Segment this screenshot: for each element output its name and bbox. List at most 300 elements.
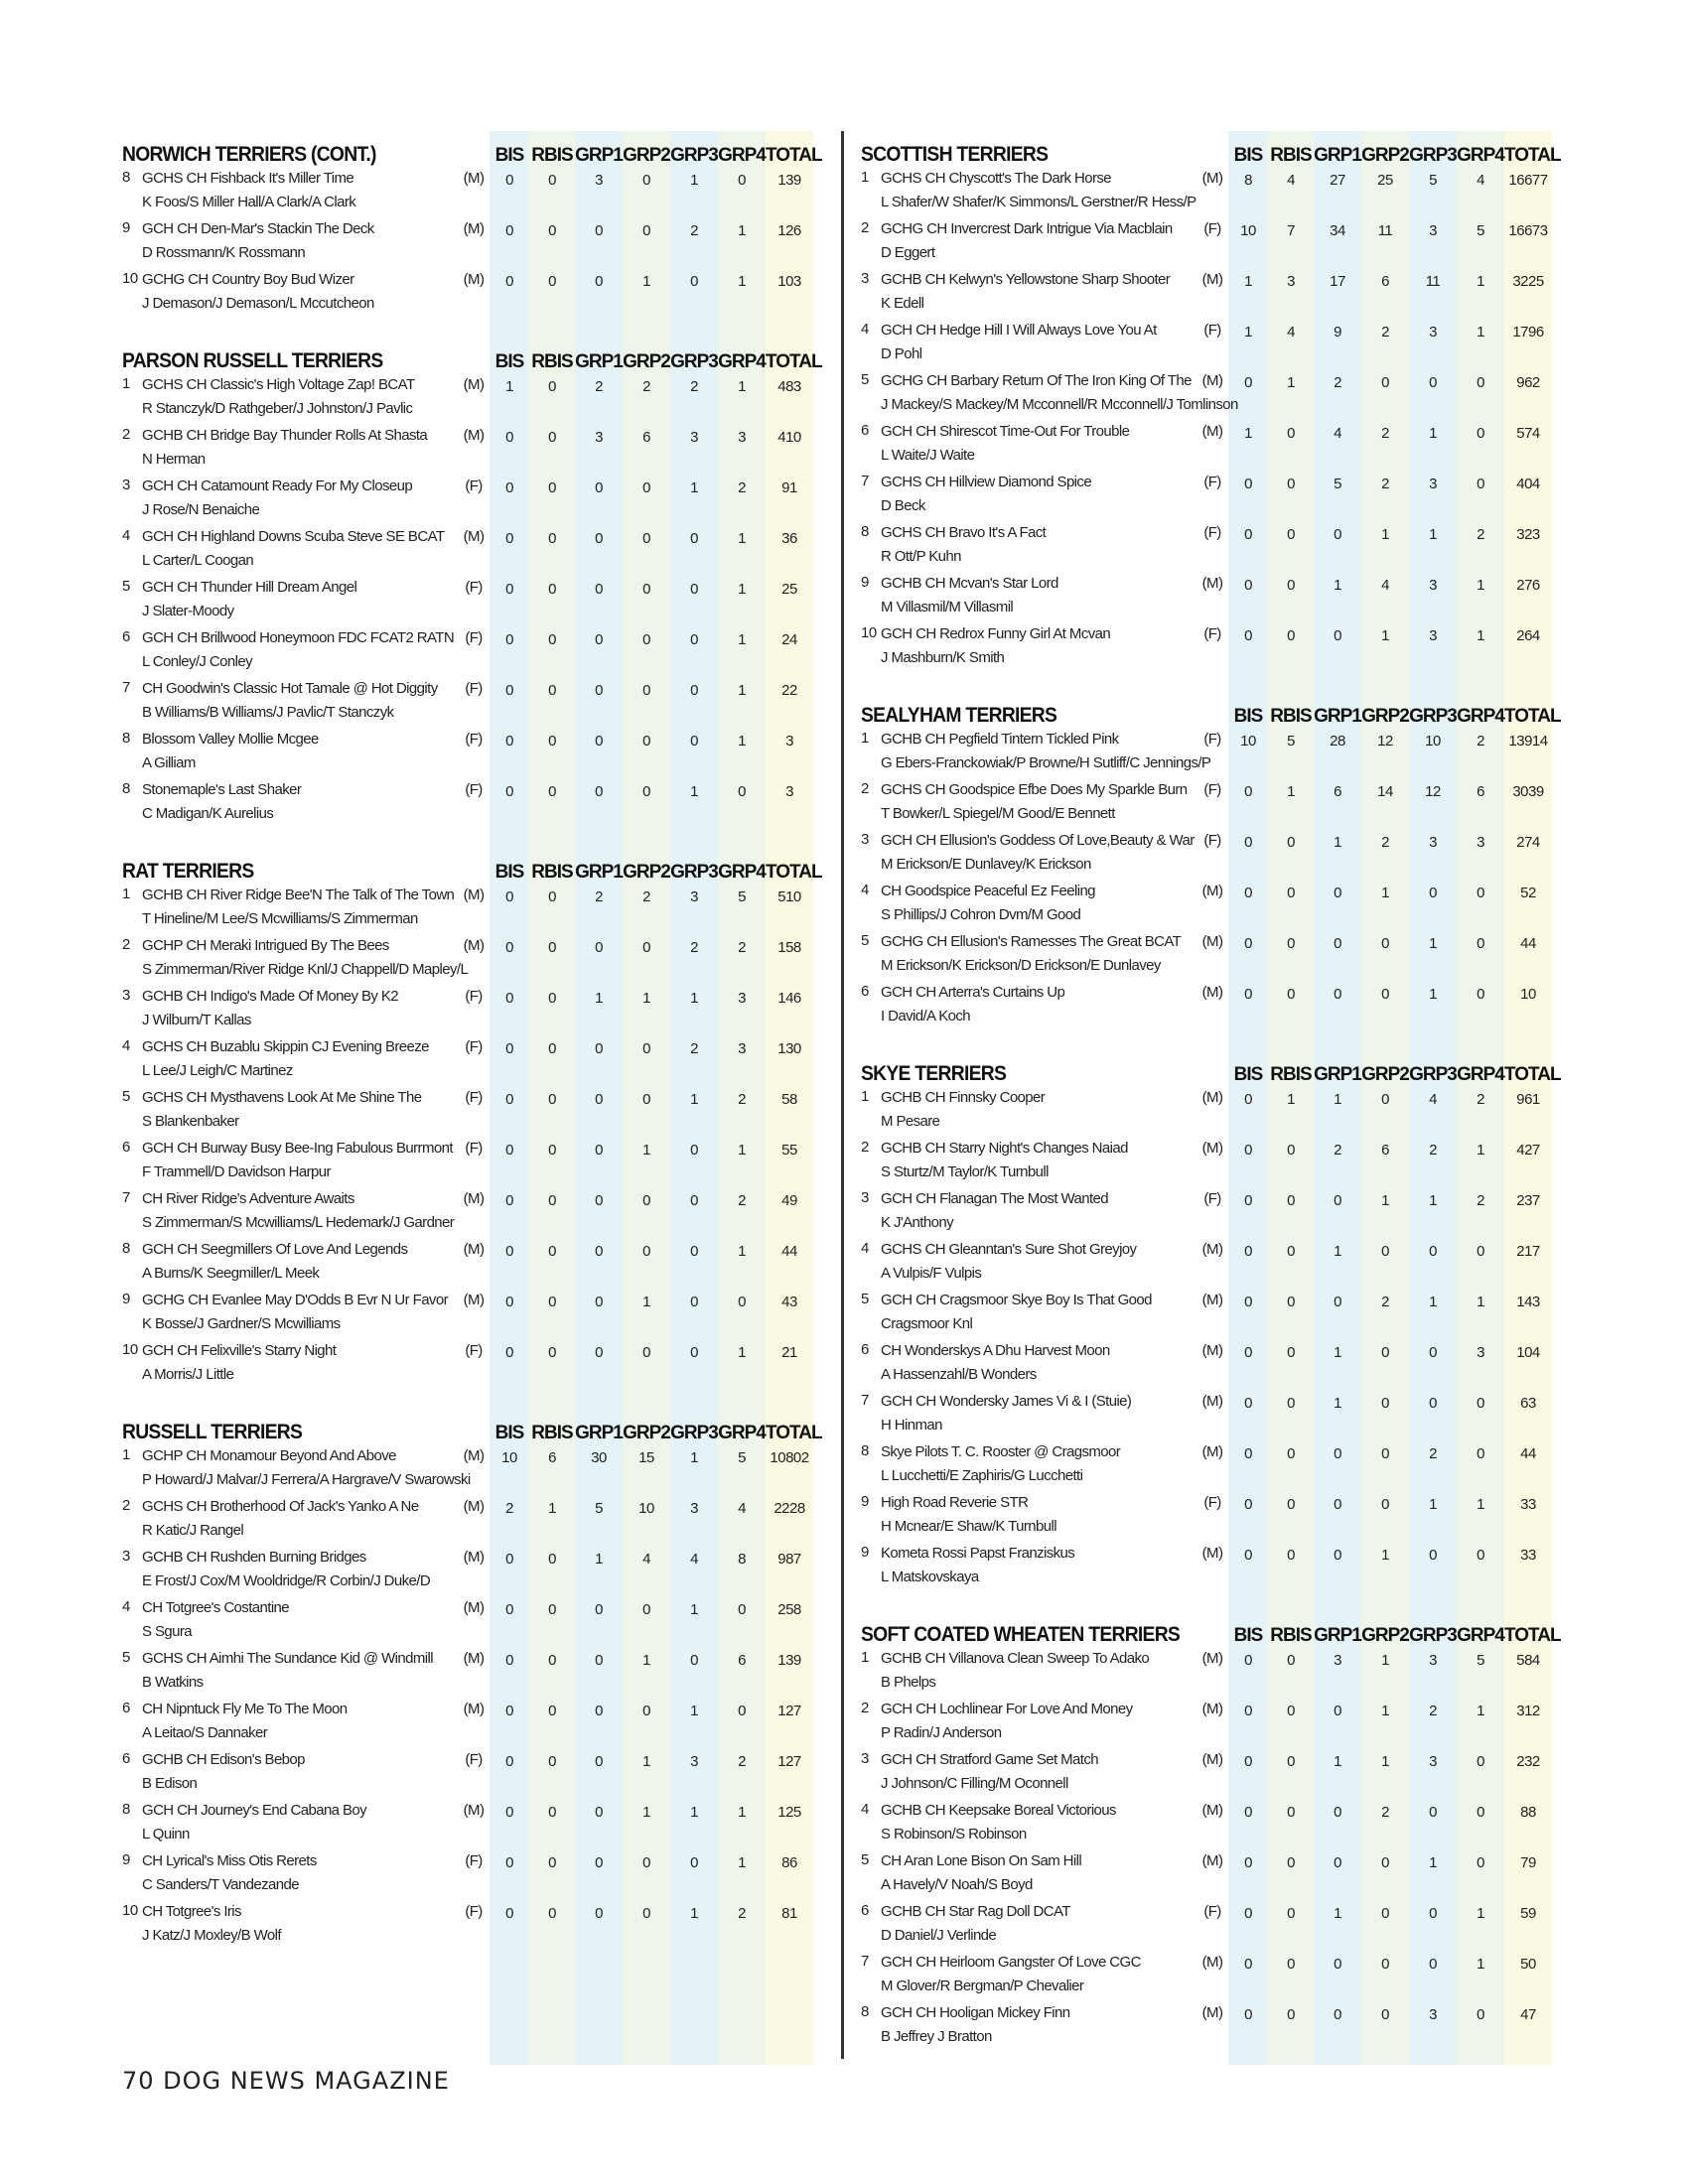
stat-grp1: 0 [595,222,603,239]
stat-total: 13914 [1508,733,1548,750]
stat-bis: 0 [1244,783,1252,800]
header-grp1: GRP1 [575,145,623,166]
stat-grp3: 0 [690,631,698,648]
table-row [122,576,813,626]
table-row [861,217,1552,268]
sex: (M) [463,1498,485,1515]
stat-grp4: 3 [738,429,746,446]
stat-grp4: 2 [738,1091,746,1108]
rank: 2 [122,1497,130,1514]
rank: 6 [861,983,869,1000]
stat-bis: 0 [505,1243,513,1260]
stat-total: 574 [1516,425,1540,442]
stat-grp1: 0 [1334,986,1341,1003]
dog-name: GCH CH Wondersky James Vi & I (Stuie) [881,1393,1132,1410]
stat-grp1: 0 [1334,885,1341,901]
stat-grp3: 0 [690,273,698,290]
stat-total: 52 [1520,885,1536,901]
rank: 1 [861,1088,869,1105]
stat-grp1: 0 [595,733,603,750]
stat-total: 276 [1516,577,1540,594]
stat-grp3: 0 [1429,1905,1437,1922]
stat-rbis: 0 [1287,1703,1295,1719]
header-grp3: GRP3 [670,145,718,166]
stat-grp2: 6 [1381,273,1389,290]
stat-grp4: 2 [738,1192,746,1209]
rank: 10 [122,270,138,287]
stat-total: 1796 [1512,324,1544,341]
stat-bis: 0 [505,1601,513,1618]
rank: 2 [122,936,130,953]
dog-name: GCH CH Hedge Hill I Will Always Love You At [881,322,1157,339]
header-grp4: GRP4 [1457,706,1504,727]
table-row [122,1339,813,1390]
stat-rbis: 0 [1287,1854,1295,1871]
owners: P Howard/J Malvar/J Ferrera/A Hargrave/V Swarowski [142,1471,471,1488]
stat-bis: 1 [1244,425,1252,442]
table-row [861,622,1552,673]
stat-grp1: 0 [595,1344,603,1361]
dog-name: CH Wonderskys A Dhu Harvest Moon [881,1342,1110,1359]
stat-grp3: 0 [690,1142,698,1159]
sex: (M) [1201,1701,1223,1717]
owners: J Mashburn/K Smith [881,649,1005,666]
rank: 3 [861,831,869,848]
stat-grp1: 0 [1334,1956,1341,1973]
stat-rbis: 0 [548,783,556,800]
table-row [861,1951,1552,2001]
dog-name: GCH CH Heirloom Gangster Of Love CGC [881,1954,1141,1971]
stat-total: 483 [777,378,801,395]
dog-name: GCHG CH Country Boy Bud Wizer [142,271,354,288]
table-row [861,268,1552,319]
stat-rbis: 0 [1287,1243,1295,1260]
owners: S Blankenbaker [142,1113,239,1130]
stat-rbis: 0 [1287,1192,1295,1209]
header-rbis: RBIS [1270,706,1312,727]
owners: L Matskovskaya [881,1569,979,1585]
stat-grp1: 1 [1334,1753,1341,1770]
rank: 5 [861,371,869,388]
stat-grp2: 2 [1381,1804,1389,1821]
stat-grp3: 0 [690,733,698,750]
sex: (M) [463,1802,485,1819]
header-grp1: GRP1 [1314,1064,1361,1085]
stat-total: 3225 [1512,273,1544,290]
stat-bis: 0 [505,682,513,699]
table-row [122,268,813,319]
table-row [122,1495,813,1546]
header-total: TOTAL [1504,1625,1561,1646]
stat-total: 81 [781,1905,797,1922]
sex: (F) [465,731,483,748]
rank: 2 [861,219,869,236]
header-bis: BIS [494,351,524,372]
stat-grp3: 3 [1429,834,1437,851]
stat-grp1: 0 [595,1091,603,1108]
stat-total: 16677 [1508,172,1548,189]
sex: (F) [1203,322,1221,339]
stat-rbis: 0 [548,990,556,1007]
stat-bis: 0 [505,783,513,800]
stat-bis: 0 [1244,526,1252,543]
stat-bis: 0 [1244,1192,1252,1209]
stat-grp4: 0 [1477,986,1484,1003]
dog-name: GCH CH Ellusion's Goddess Of Love,Beauty & War [881,832,1195,849]
stat-grp2: 12 [1377,733,1393,750]
table-row [861,369,1552,420]
stat-grp4: 1 [1477,1956,1484,1973]
sex: (M) [1201,1751,1223,1768]
sex: (M) [463,1190,485,1207]
stat-bis: 0 [505,1804,513,1821]
dog-name: CH Lyrical's Miss Otis Rerets [142,1852,317,1869]
table-row [122,1238,813,1289]
owners: C Madigan/K Aurelius [142,805,274,822]
stat-grp4: 0 [1477,885,1484,901]
table-row [861,521,1552,572]
rank: 2 [122,426,130,443]
stat-bis: 0 [505,172,513,189]
table-row [122,728,813,778]
table-row [122,934,813,985]
stat-rbis: 0 [548,1854,556,1871]
stat-grp2: 2 [1381,476,1389,492]
rank: 9 [861,1544,869,1561]
header-grp4: GRP4 [1457,1064,1504,1085]
stat-grp4: 0 [738,1294,746,1310]
owners: M Villasmil/M Villasmil [881,599,1014,615]
dog-name: GCHS CH Buzablu Skippin CJ Evening Breeze [142,1038,429,1055]
stat-grp2: 1 [1381,885,1389,901]
owners: L Lucchetti/E Zaphiris/G Lucchetti [881,1467,1083,1484]
stat-grp3: 0 [690,1192,698,1209]
table-row [861,1137,1552,1187]
stat-grp1: 0 [595,530,603,547]
stat-grp2: 1 [1381,1703,1389,1719]
owners: J Wilburn/T Kallas [142,1012,251,1028]
stat-total: 961 [1516,1091,1540,1108]
stat-total: 44 [1520,1445,1536,1462]
stat-bis: 0 [505,1142,513,1159]
stat-grp4: 2 [1477,526,1484,543]
owners: R Ott/P Kuhn [881,548,961,565]
stat-total: 127 [777,1753,801,1770]
stat-grp1: 2 [1334,374,1341,391]
table-row [861,930,1552,981]
sex: (F) [465,680,483,697]
stat-bis: 0 [505,273,513,290]
owners: D Rossmann/K Rossmann [142,244,306,261]
header-bis: BIS [494,145,524,166]
section-header [861,135,1561,167]
stat-grp2: 2 [1381,1294,1389,1310]
table-row [861,2001,1552,2052]
stat-bis: 0 [505,530,513,547]
stat-bis: 0 [505,631,513,648]
stat-grp3: 0 [690,1652,698,1669]
sex: (M) [1201,883,1223,899]
sex: (F) [465,1903,483,1920]
sex: (M) [463,220,485,237]
sex: (M) [463,1599,485,1616]
stat-rbis: 0 [548,1344,556,1361]
owners: L Quinn [142,1826,190,1843]
dog-name: GCH CH Felixville's Starry Night [142,1342,337,1359]
table-row [861,1238,1552,1289]
stat-grp2: 0 [1381,374,1389,391]
stat-grp1: 0 [595,1804,603,1821]
stat-bis: 1 [1244,324,1252,341]
stat-bis: 0 [1244,1652,1252,1669]
stat-grp4: 3 [1477,1344,1484,1361]
header-grp2: GRP2 [623,145,670,166]
owners: Cragsmoor Knl [881,1315,973,1332]
stat-grp4: 1 [738,222,746,239]
stat-total: 126 [777,222,801,239]
rank: 2 [861,1139,869,1156]
stat-bis: 0 [505,479,513,496]
stat-grp3: 2 [690,222,698,239]
stat-grp2: 0 [642,1192,650,1209]
stat-grp3: 0 [690,1294,698,1310]
stat-grp2: 0 [1381,1243,1389,1260]
stat-grp3: 3 [1429,476,1437,492]
stat-grp2: 2 [642,888,650,905]
breed-section [122,135,822,319]
stat-grp3: 0 [690,1854,698,1871]
sex: (M) [463,271,485,288]
rank: 3 [861,1189,869,1206]
stat-grp3: 0 [1429,1547,1437,1564]
table-row [861,1491,1552,1542]
owners: K Bosse/J Gardner/S Mcwilliams [142,1315,341,1332]
rank: 10 [122,1341,138,1358]
stat-rbis: 0 [1287,1294,1295,1310]
stat-grp1: 0 [595,1142,603,1159]
stat-grp4: 0 [1477,1753,1484,1770]
stat-grp3: 2 [1429,1703,1437,1719]
stat-grp4: 1 [738,1804,746,1821]
stat-grp4: 1 [1477,273,1484,290]
rank: 1 [122,1446,130,1463]
dog-name: GCH CH Brillwood Honeymoon FDC FCAT2 RATN [142,629,455,646]
stat-grp4: 6 [1477,783,1484,800]
section-header [122,135,822,167]
header-bis: BIS [1233,145,1263,166]
header-grp1: GRP1 [1314,1625,1361,1646]
stat-total: 43 [781,1294,797,1310]
table-row [861,981,1552,1031]
dog-name: GCHB CH Indigo's Made Of Money By K2 [142,988,399,1005]
dog-name: CH Goodspice Peaceful Ez Feeling [881,883,1095,899]
sex: (F) [1203,1190,1221,1207]
dog-name: GCHB CH Starry Night's Changes Naiad [881,1140,1128,1157]
rank: 8 [122,1240,130,1257]
stat-grp4: 3 [738,1040,746,1057]
stat-grp3: 1 [690,990,698,1007]
stat-grp4: 0 [1477,374,1484,391]
stat-total: 264 [1516,627,1540,644]
rank: 8 [861,1442,869,1459]
stat-total: 24 [781,631,797,648]
stat-grp2: 1 [642,273,650,290]
stat-grp2: 0 [1381,1956,1389,1973]
stat-grp2: 0 [642,479,650,496]
stat-grp1: 0 [595,1040,603,1057]
stat-grp1: 0 [595,631,603,648]
sex: (M) [1201,1545,1223,1562]
rank: 3 [861,1750,869,1767]
sex: (M) [1201,984,1223,1001]
stat-grp1: 0 [1334,1854,1341,1871]
stat-grp1: 0 [1334,1496,1341,1513]
stat-grp3: 4 [1429,1091,1437,1108]
stat-grp4: 1 [738,1854,746,1871]
stat-grp1: 1 [1334,1344,1341,1361]
stat-grp4: 1 [738,733,746,750]
stat-grp3: 10 [1425,733,1441,750]
stat-rbis: 1 [548,1500,556,1517]
rank: 8 [861,2003,869,2020]
rank: 4 [861,882,869,898]
stat-total: 16673 [1508,222,1548,239]
stat-grp1: 0 [595,1753,603,1770]
table-row [122,1799,813,1849]
stat-grp2: 1 [642,1294,650,1310]
stat-grp4: 5 [738,888,746,905]
stat-total: 987 [777,1551,801,1568]
table-row [861,1187,1552,1238]
stat-rbis: 0 [548,1601,556,1618]
sex: (F) [465,1342,483,1359]
table-row [122,217,813,268]
stat-grp3: 1 [690,1804,698,1821]
stat-grp4: 1 [738,1344,746,1361]
rank: 3 [122,477,130,493]
stat-rbis: 0 [548,888,556,905]
owners: L Waite/J Waite [881,447,975,464]
header-rbis: RBIS [1270,145,1312,166]
stat-grp4: 0 [1477,1395,1484,1412]
sex: (M) [1201,1292,1223,1308]
sex: (M) [463,1447,485,1464]
header-grp4: GRP4 [718,862,766,883]
owners: E Frost/J Cox/M Wooldridge/R Corbin/J Duke/D [142,1572,431,1589]
stat-bis: 0 [1244,834,1252,851]
rank: 6 [861,1902,869,1919]
stat-grp3: 1 [690,172,698,189]
section-header [861,1054,1561,1086]
stat-grp3: 0 [690,530,698,547]
stat-grp2: 0 [642,783,650,800]
sex: (F) [465,478,483,494]
stat-bis: 0 [1244,1854,1252,1871]
stat-bis: 0 [505,888,513,905]
sex: (F) [465,1852,483,1869]
stat-grp1: 0 [595,682,603,699]
header-grp1: GRP1 [575,862,623,883]
rank: 4 [861,1240,869,1257]
rank: 5 [122,578,130,595]
table-row [122,424,813,475]
stat-bis: 0 [1244,374,1252,391]
table-row [122,626,813,677]
stat-grp2: 0 [642,939,650,956]
stat-total: 2228 [774,1500,805,1517]
owners: S Sgura [142,1623,192,1640]
owners: F Trammell/D Davidson Harpur [142,1163,331,1180]
stat-bis: 0 [1244,1294,1252,1310]
header-grp2: GRP2 [623,862,670,883]
stat-grp1: 5 [1334,476,1341,492]
stat-grp1: 1 [1334,1091,1341,1108]
stat-total: 3 [785,733,793,750]
stat-total: 232 [1516,1753,1540,1770]
stat-grp2: 0 [642,222,650,239]
header-total: TOTAL [766,862,822,883]
stat-grp3: 1 [690,1091,698,1108]
dog-name: GCHG CH Barbary Return Of The Iron King Of The [881,372,1192,389]
stat-grp2: 0 [1381,1091,1389,1108]
stat-grp4: 1 [738,1243,746,1260]
stat-grp1: 27 [1330,172,1345,189]
stat-grp1: 0 [1334,1804,1341,1821]
stat-grp3: 2 [690,939,698,956]
stat-bis: 0 [1244,1703,1252,1719]
owners: L Lee/J Leigh/C Martinez [142,1062,293,1079]
sex: (M) [463,528,485,545]
rank: 4 [861,1801,869,1818]
header-grp1: GRP1 [575,351,623,372]
table-row [122,1698,813,1748]
stat-grp4: 0 [1477,1243,1484,1260]
stat-grp2: 2 [1381,834,1389,851]
dog-name: GCHS CH Mysthavens Look At Me Shine The [142,1089,422,1106]
sex: (M) [463,1292,485,1308]
stat-rbis: 0 [1287,2006,1295,2023]
table-row [122,475,813,525]
sex: (F) [465,1140,483,1157]
stat-grp1: 0 [1334,1703,1341,1719]
header-grp1: GRP1 [1314,706,1361,727]
stat-grp4: 0 [738,1601,746,1618]
rank: 8 [122,1801,130,1818]
table-row [861,1900,1552,1951]
owners: M Erickson/E Dunlavey/K Erickson [881,856,1091,873]
dog-name: CH Goodwin's Classic Hot Tamale @ Hot Diggity [142,680,438,697]
table-row [122,677,813,728]
sex: (M) [463,1241,485,1258]
owners: J Katz/J Moxley/B Wolf [142,1927,281,1944]
header-grp1: GRP1 [1314,145,1361,166]
stat-grp4: 1 [738,682,746,699]
table-row [861,880,1552,930]
stat-grp4: 0 [1477,1547,1484,1564]
owners: B Watkins [142,1674,204,1691]
stat-grp3: 1 [1429,1854,1437,1871]
stat-bis: 0 [505,1905,513,1922]
sex: (M) [1201,1241,1223,1258]
header-grp4: GRP4 [718,145,766,166]
stat-grp3: 3 [1429,577,1437,594]
stat-grp2: 0 [1381,1854,1389,1871]
breed-section [122,852,822,1390]
stat-grp2: 0 [642,1243,650,1260]
table-row [861,1542,1552,1592]
stat-total: 274 [1516,834,1540,851]
table-row [122,373,813,424]
